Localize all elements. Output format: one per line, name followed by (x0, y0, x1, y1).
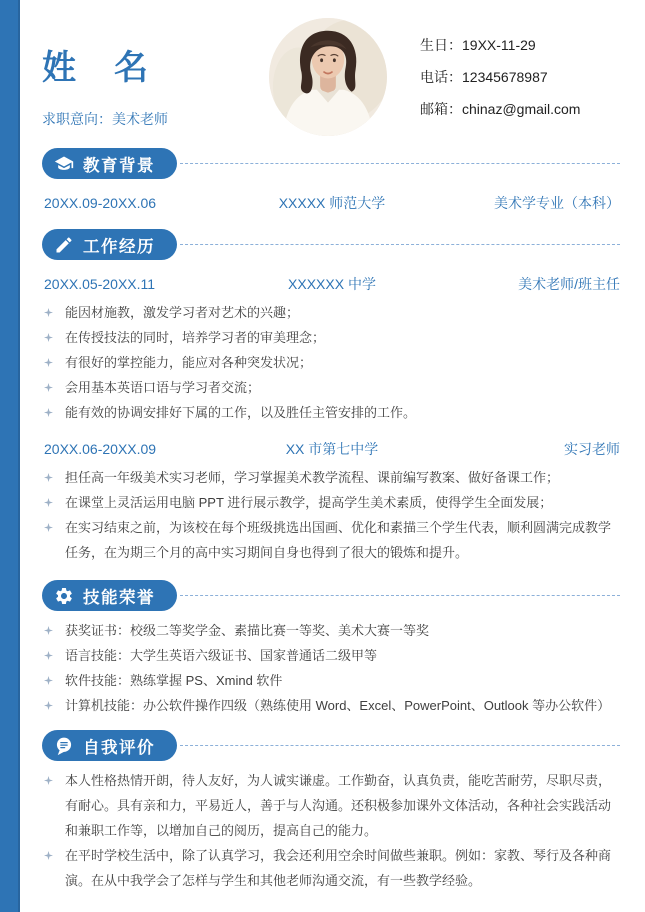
job2-bullets (42, 465, 620, 565)
gear-icon (54, 586, 74, 606)
dashed-divider (180, 163, 620, 164)
star-bullet-icon (44, 523, 53, 532)
star-bullet-icon (44, 383, 53, 392)
evaluation-pill (42, 730, 177, 761)
job2-row (44, 440, 620, 458)
resume-header (42, 26, 620, 136)
job-block-1 (42, 275, 620, 425)
job1-org: XXXXXX 中学 (288, 276, 376, 292)
skills-pill (42, 580, 177, 611)
star-bullet-icon (44, 333, 53, 342)
birthday-value: 19XX-11-29 (462, 37, 536, 53)
email-value: chinaz@gmail.com (462, 101, 581, 117)
list-item: 本人性格热情开朗，待人友好，为人诚实谦虚。工作勤奋，认真负责，能吃苦耐劳，尽职尽责，有耐心。具有亲和力，平易近人，善于与人沟通。还积极参加课外文体活动，各种社会实践活动和兼职工作等，以增加自己的阅历，提高自己的能力。 (44, 768, 620, 843)
education-pill (42, 148, 177, 179)
list-item: 计算机技能：办公软件操作四级（熟练使用 Word、Excel、PowerPoint、Outlook 等办公软件） (44, 693, 620, 718)
evaluation-section-header (42, 730, 620, 761)
education-major: 美术学专业（本科） (494, 195, 620, 211)
job-block-2 (42, 440, 620, 565)
list-item: 在课堂上灵活运用电脑 PPT 进行展示教学，提高学生美术素质，使得学生全面发展； (44, 490, 620, 515)
contact-row-phone (420, 70, 620, 85)
skills-title: 技能荣誉 (83, 588, 155, 607)
job2-role: 实习老师 (564, 441, 620, 457)
contact-info (420, 26, 620, 134)
job1-bullets (42, 300, 620, 425)
profile-photo (269, 18, 387, 136)
star-bullet-icon (44, 626, 53, 635)
dashed-divider (180, 745, 620, 746)
star-bullet-icon (44, 498, 53, 507)
star-bullet-icon (44, 408, 53, 417)
education-section-header (42, 148, 620, 179)
evaluation-bullets (42, 768, 620, 893)
star-bullet-icon (44, 701, 53, 710)
star-bullet-icon (44, 676, 53, 685)
star-bullet-icon (44, 358, 53, 367)
education-row (44, 194, 620, 212)
job1-row (44, 275, 620, 293)
section-education (42, 148, 620, 212)
resume-page (20, 0, 645, 912)
skills-bullets (42, 618, 620, 718)
phone-value: 12345678987 (462, 69, 548, 85)
contact-row-email (420, 102, 620, 117)
phone-label: 电话： (420, 69, 462, 85)
job-intention: 求职意向：美术老师 (42, 111, 168, 128)
star-bullet-icon (44, 851, 53, 860)
list-item: 担任高一年级美术实习老师，学习掌握美术教学流程、课前编写教案、做好备课工作； (44, 465, 620, 490)
list-item: 能因材施教，激发学习者对艺术的兴趣； (44, 300, 620, 325)
portrait-illustration (269, 18, 387, 136)
education-school: XXXXX 师范大学 (278, 195, 386, 211)
star-bullet-icon (44, 776, 53, 785)
graduation-cap-icon (54, 154, 74, 174)
name-block (42, 26, 237, 129)
education-period: 20XX.09-20XX.06 (44, 195, 157, 211)
list-item: 语言技能：大学生英语六级证书、国家普通话二级甲等 (44, 643, 620, 668)
star-bullet-icon (44, 308, 53, 317)
contact-row-birthday (420, 38, 620, 53)
dashed-divider (180, 595, 620, 596)
evaluation-title: 自我评价 (83, 738, 155, 757)
candidate-name: 姓 名 (42, 49, 150, 87)
birthday-label: 生日： (420, 37, 462, 53)
list-item: 获奖证书：校级二等奖学金、素描比赛一等奖、美术大赛一等奖 (44, 618, 620, 643)
speech-bubble-icon (54, 736, 74, 756)
list-item: 会用基本英语口语与学习者交流； (44, 375, 620, 400)
email-label: 邮箱： (420, 101, 462, 117)
job1-period: 20XX.05-20XX.11 (44, 276, 156, 292)
job2-period: 20XX.06-20XX.09 (44, 441, 157, 457)
dashed-divider (180, 244, 620, 245)
skills-section-header (42, 580, 620, 611)
star-bullet-icon (44, 651, 53, 660)
list-item: 有很好的掌控能力，能应对各种突发状况； (44, 350, 620, 375)
pen-icon (54, 235, 74, 255)
work-section-header (42, 229, 620, 260)
list-item: 能有效的协调安排好下属的工作，以及胜任主管安排的工作。 (44, 400, 620, 425)
work-pill (42, 229, 177, 260)
star-bullet-icon (44, 473, 53, 482)
section-evaluation (42, 730, 620, 893)
work-title: 工作经历 (83, 237, 155, 256)
list-item: 在传授技法的同时，培养学习者的审美理念； (44, 325, 620, 350)
left-accent-bar (0, 0, 20, 912)
section-work (42, 229, 620, 565)
section-skills (42, 580, 620, 718)
job1-role: 美术老师/班主任 (518, 276, 620, 292)
list-item: 在平时学校生活中，除了认真学习，我会还利用空余时间做些兼职。例如：家教、琴行及各种商演。在从中我学会了怎样与学生和其他老师沟通交流，有一些教学经验。 (44, 843, 620, 893)
education-title: 教育背景 (83, 156, 155, 175)
job2-org: XX 市第七中学 (285, 441, 379, 457)
list-item: 在实习结束之前，为该校在每个班级挑选出国画、优化和素描三个学生代表，顺利圆满完成教学任务，在为期三个月的高中实习期间自身也得到了很大的锻炼和提升。 (44, 515, 620, 565)
list-item: 软件技能：熟练掌握 PS、Xmind 软件 (44, 668, 620, 693)
